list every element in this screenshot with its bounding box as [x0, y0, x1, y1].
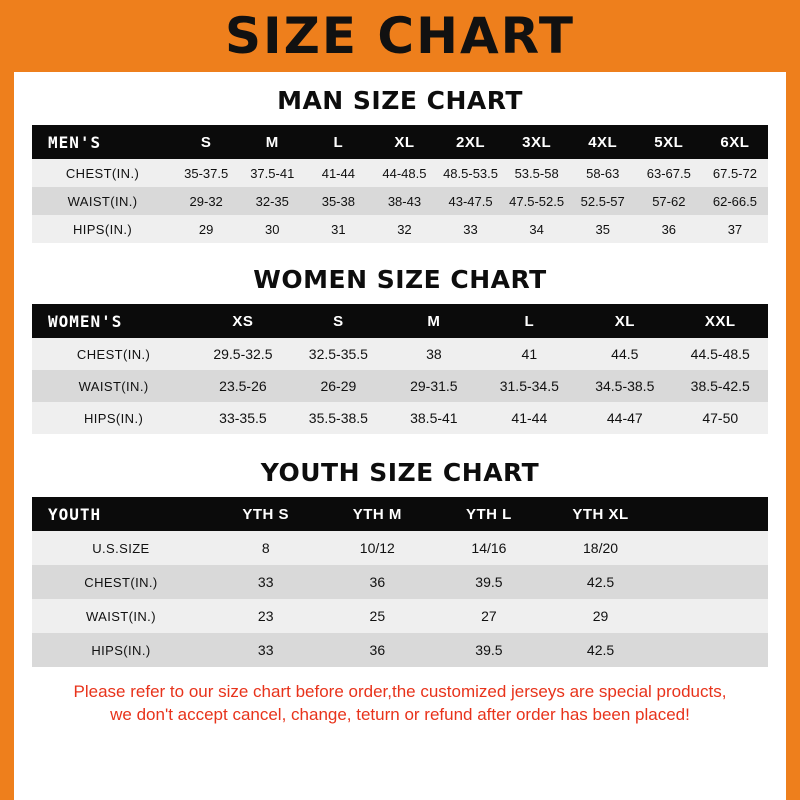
notice-text: [36, 681, 764, 727]
men-header-cell-8: 5XL: [636, 125, 702, 159]
women-header-cell-0: WOMEN'S: [32, 304, 195, 338]
women-cell-0-5: 44.5-48.5: [673, 338, 768, 370]
men-header-cell-9: 6XL: [702, 125, 768, 159]
men-table-body: [32, 159, 768, 243]
men-cell-0-5: 53.5-58: [504, 159, 570, 187]
women-cell-0-4: 44.5: [577, 338, 672, 370]
women-cell-2-1: 35.5-38.5: [291, 402, 386, 434]
youth-cell-3-3: 42.5: [545, 633, 657, 667]
men-header-cell-5: 2XL: [437, 125, 503, 159]
men-header-cell-0: MEN'S: [32, 125, 173, 159]
women-cell-2-5: 47-50: [673, 402, 768, 434]
men-cell-1-4: 43-47.5: [437, 187, 503, 215]
table-row: [32, 215, 768, 243]
women-cell-0-2: 38: [386, 338, 481, 370]
men-cell-2-1: 30: [239, 215, 305, 243]
youth-cell-2-2: 27: [433, 599, 545, 633]
youth-row-0-label: U.S.SIZE: [32, 531, 210, 565]
youth-header-cell-0: YOUTH: [32, 497, 210, 531]
women-cell-0-0: 29.5-32.5: [195, 338, 290, 370]
men-cell-2-0: 29: [173, 215, 239, 243]
women-header-cell-5: XL: [577, 304, 672, 338]
men-cell-2-4: 33: [437, 215, 503, 243]
women-cell-0-1: 32.5-35.5: [291, 338, 386, 370]
men-cell-2-7: 36: [636, 215, 702, 243]
men-cell-0-7: 63-67.5: [636, 159, 702, 187]
banner: [14, 0, 786, 72]
women-header-cell-2: S: [291, 304, 386, 338]
women-cell-2-2: 38.5-41: [386, 402, 481, 434]
youth-cell-3-0: 33: [210, 633, 322, 667]
page-title: SIZE CHART: [224, 7, 576, 65]
men-section-title: MAN SIZE CHART: [277, 86, 523, 115]
women-row-1-label: WAIST(IN.): [32, 370, 195, 402]
men-cell-1-7: 57-62: [636, 187, 702, 215]
men-row-1-label: WAIST(IN.): [32, 187, 173, 215]
women-table-body: [32, 338, 768, 434]
men-cell-1-1: 32-35: [239, 187, 305, 215]
men-table-head: [32, 125, 768, 159]
notice-line-1: Please refer to our size chart before order,the customized jerseys are special products,: [73, 682, 727, 701]
content: [14, 86, 786, 727]
table-row: [32, 370, 768, 402]
women-cell-2-0: 33-35.5: [195, 402, 290, 434]
youth-header-spacer: [656, 497, 768, 531]
youth-cell-3-spacer: [656, 633, 768, 667]
men-cell-0-0: 35-37.5: [173, 159, 239, 187]
women-header-cell-6: XXL: [673, 304, 768, 338]
youth-row-3-label: HIPS(IN.): [32, 633, 210, 667]
table-row: [32, 402, 768, 434]
table-row: [32, 565, 768, 599]
men-cell-2-5: 34: [504, 215, 570, 243]
men-cell-0-4: 48.5-53.5: [437, 159, 503, 187]
men-header-cell-7: 4XL: [570, 125, 636, 159]
women-section-title: WOMEN SIZE CHART: [253, 265, 547, 294]
youth-header-cell-3: YTH L: [433, 497, 545, 531]
youth-cell-1-0: 33: [210, 565, 322, 599]
men-header-cell-6: 3XL: [504, 125, 570, 159]
youth-cell-1-spacer: [656, 565, 768, 599]
men-header-cell-3: L: [305, 125, 371, 159]
men-header-cell-1: S: [173, 125, 239, 159]
women-cell-1-5: 38.5-42.5: [673, 370, 768, 402]
table-header-row: [32, 125, 768, 159]
table-row: [32, 187, 768, 215]
youth-cell-1-2: 39.5: [433, 565, 545, 599]
men-cell-0-1: 37.5-41: [239, 159, 305, 187]
table-row: [32, 159, 768, 187]
youth-cell-0-3: 18/20: [545, 531, 657, 565]
women-header-cell-1: XS: [195, 304, 290, 338]
youth-cell-1-1: 36: [322, 565, 434, 599]
youth-cell-0-2: 14/16: [433, 531, 545, 565]
youth-table-head: [32, 497, 768, 531]
men-row-0-label: CHEST(IN.): [32, 159, 173, 187]
men-cell-1-0: 29-32: [173, 187, 239, 215]
men-cell-1-8: 62-66.5: [702, 187, 768, 215]
youth-cell-3-1: 36: [322, 633, 434, 667]
men-cell-1-2: 35-38: [305, 187, 371, 215]
women-cell-1-3: 31.5-34.5: [482, 370, 577, 402]
men-cell-1-3: 38-43: [371, 187, 437, 215]
youth-cell-0-1: 10/12: [322, 531, 434, 565]
men-cell-2-8: 37: [702, 215, 768, 243]
women-cell-1-2: 29-31.5: [386, 370, 481, 402]
men-header-cell-4: XL: [371, 125, 437, 159]
youth-cell-0-0: 8: [210, 531, 322, 565]
youth-table-body: [32, 531, 768, 667]
men-size-table: [32, 125, 768, 243]
men-header-cell-2: M: [239, 125, 305, 159]
women-cell-0-3: 41: [482, 338, 577, 370]
men-cell-0-6: 58-63: [570, 159, 636, 187]
youth-cell-2-1: 25: [322, 599, 434, 633]
table-row: [32, 633, 768, 667]
men-cell-1-5: 47.5-52.5: [504, 187, 570, 215]
men-cell-2-2: 31: [305, 215, 371, 243]
youth-size-table: [32, 497, 768, 667]
youth-cell-1-3: 42.5: [545, 565, 657, 599]
table-row: [32, 531, 768, 565]
youth-cell-3-2: 39.5: [433, 633, 545, 667]
youth-row-1-label: CHEST(IN.): [32, 565, 210, 599]
women-row-2-label: HIPS(IN.): [32, 402, 195, 434]
men-cell-2-6: 35: [570, 215, 636, 243]
table-row: [32, 599, 768, 633]
women-table-head: [32, 304, 768, 338]
women-cell-2-4: 44-47: [577, 402, 672, 434]
women-row-0-label: CHEST(IN.): [32, 338, 195, 370]
women-header-cell-3: M: [386, 304, 481, 338]
youth-header-cell-4: YTH XL: [545, 497, 657, 531]
youth-section-title: YOUTH SIZE CHART: [260, 458, 540, 487]
youth-row-2-label: WAIST(IN.): [32, 599, 210, 633]
women-cell-1-4: 34.5-38.5: [577, 370, 672, 402]
table-header-row: [32, 304, 768, 338]
women-cell-1-0: 23.5-26: [195, 370, 290, 402]
men-cell-2-3: 32: [371, 215, 437, 243]
men-cell-1-6: 52.5-57: [570, 187, 636, 215]
women-size-table: [32, 304, 768, 434]
women-cell-2-3: 41-44: [482, 402, 577, 434]
men-cell-0-2: 41-44: [305, 159, 371, 187]
youth-cell-2-spacer: [656, 599, 768, 633]
women-cell-1-1: 26-29: [291, 370, 386, 402]
table-row: [32, 338, 768, 370]
youth-cell-2-3: 29: [545, 599, 657, 633]
men-cell-0-3: 44-48.5: [371, 159, 437, 187]
youth-header-cell-2: YTH M: [322, 497, 434, 531]
men-cell-0-8: 67.5-72: [702, 159, 768, 187]
table-header-row: [32, 497, 768, 531]
youth-cell-0-spacer: [656, 531, 768, 565]
youth-cell-2-0: 23: [210, 599, 322, 633]
notice-line-2: we don't accept cancel, change, teturn or refund after order has been placed!: [110, 704, 690, 724]
men-row-2-label: HIPS(IN.): [32, 215, 173, 243]
youth-header-cell-1: YTH S: [210, 497, 322, 531]
women-header-cell-4: L: [482, 304, 577, 338]
